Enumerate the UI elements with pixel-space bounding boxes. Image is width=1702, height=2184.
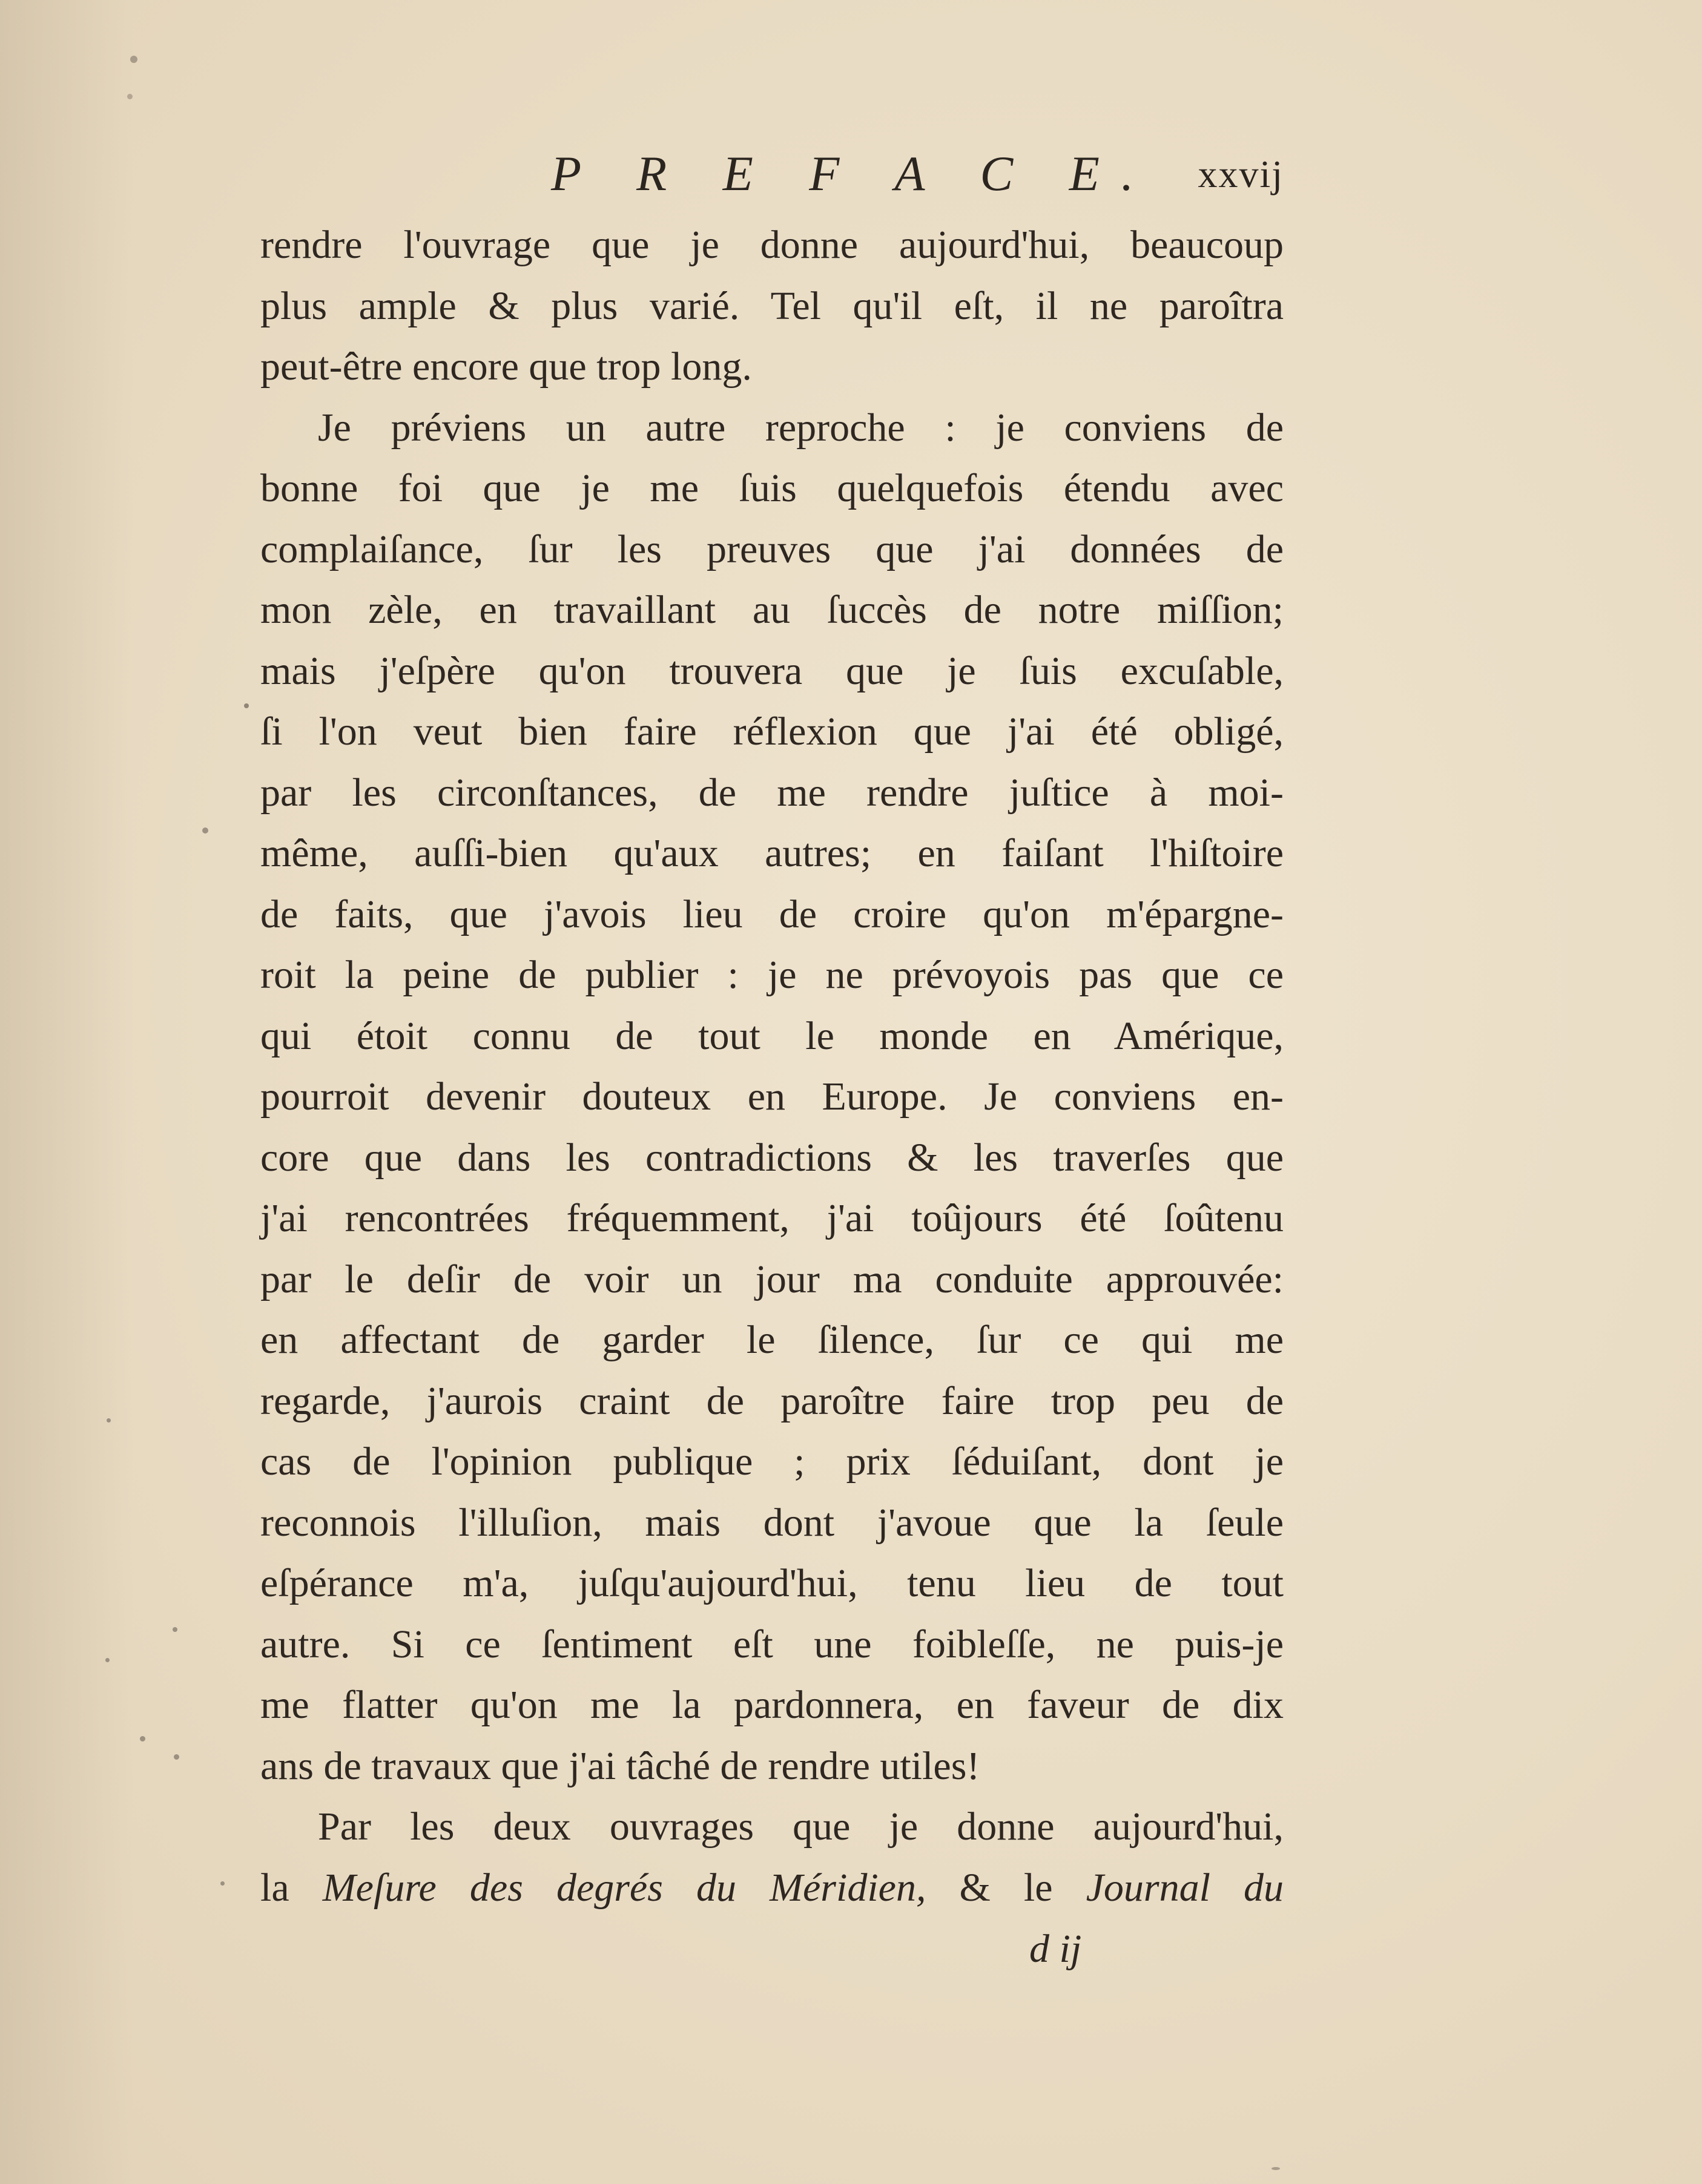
paper-speck (202, 827, 208, 834)
paper-speck (173, 1627, 177, 1632)
final-line-start: la (260, 1865, 289, 1910)
text-line: par le deſir de voir un jour ma conduite approuvée: (260, 1257, 1284, 1301)
italic-title-mesure: Meſure des degrés du Méridien, (322, 1865, 926, 1910)
text-line-final (260, 1858, 1284, 1919)
text-line: Par les deux ouvrages que je donne aujourd'hui, (318, 1804, 1284, 1849)
page-edge-shading (0, 0, 133, 2184)
running-title: P R E F A C E. (551, 146, 1156, 201)
text-line: reconnois l'illuſion, mais dont j'avoue que la ſeule (260, 1500, 1284, 1545)
text-line: bonne foi que je me ſuis quelquefois étendu avec (260, 466, 1284, 510)
text-line: ſi l'on veut bien faire réflexion que j'ai été obligé, (260, 709, 1284, 754)
paper-speck (105, 1658, 110, 1662)
paper-speck (1272, 2167, 1280, 2170)
paper-speck (220, 1881, 225, 1886)
ampersand: & (959, 1865, 991, 1910)
text-line: de faits, que j'avois lieu de croire qu'on m'épargne- (260, 892, 1284, 936)
text-line: autre. Si ce ſentiment eſt une foibleſſe, ne puis-je (260, 1622, 1284, 1666)
paper-speck (107, 1418, 111, 1423)
preface-text (260, 215, 1284, 1918)
text-line: Je préviens un autre reproche : je conviens de (318, 405, 1284, 450)
text-line: eſpérance m'a, juſqu'aujourd'hui, tenu lieu de tout (260, 1561, 1284, 1605)
text-line: ans de travaux que j'ai tâché de rendre utiles! (260, 1743, 980, 1788)
text-line: core que dans les contradictions & les traverſes que (260, 1135, 1284, 1180)
text-line: mais j'eſpère qu'on trouvera que je ſuis excuſable, (260, 648, 1284, 693)
text-line: qui étoit connu de tout le monde en Amérique, (260, 1013, 1284, 1058)
signature-mark: d ij (1029, 1927, 1082, 1971)
paper-speck (127, 94, 133, 99)
paper-speck (244, 703, 249, 708)
text-line: complaiſance, ſur les preuves que j'ai données de (260, 527, 1284, 571)
running-head (260, 140, 1284, 207)
text-line: par les circonſtances, de me rendre juſtice à moi- (260, 770, 1284, 815)
text-line: j'ai rencontrées fréquemment, j'ai toûjours été ſoûtenu (260, 1196, 1284, 1240)
paper-speck (174, 1754, 179, 1760)
text-line: roit la peine de publier : je ne prévoyois pas que ce (260, 953, 1284, 997)
text-line: peut-être encore que trop long. (260, 344, 752, 389)
text-line: même, auſſi-bien qu'aux autres; en faiſant l'hiſtoire (260, 831, 1284, 875)
text-line: en affectant de garder le ſilence, ſur ce qui me (260, 1318, 1284, 1362)
text-line: plus ample & plus varié. Tel qu'il eſt, il ne paroîtra (260, 283, 1284, 328)
text-line: rendre l'ouvrage que je donne aujourd'hui, beaucoup (260, 223, 1284, 267)
paper-speck (140, 1736, 145, 1742)
text-line: mon zèle, en travaillant au ſuccès de notre miſſion; (260, 588, 1284, 632)
text-line: pourroit devenir douteux en Europe. Je conviens en- (260, 1074, 1284, 1119)
text-line: cas de l'opinion publique ; prix ſéduiſant, dont je (260, 1439, 1284, 1484)
text-line: regarde, j'aurois craint de paroître faire trop peu de (260, 1378, 1284, 1423)
final-line-article: le (1023, 1865, 1053, 1910)
italic-title-journal: Journal du (1086, 1865, 1284, 1910)
page-number: xxvij (1198, 153, 1284, 196)
paper-speck (130, 56, 137, 63)
text-line: me flatter qu'on me la pardonnera, en faveur de dix (260, 1683, 1284, 1727)
